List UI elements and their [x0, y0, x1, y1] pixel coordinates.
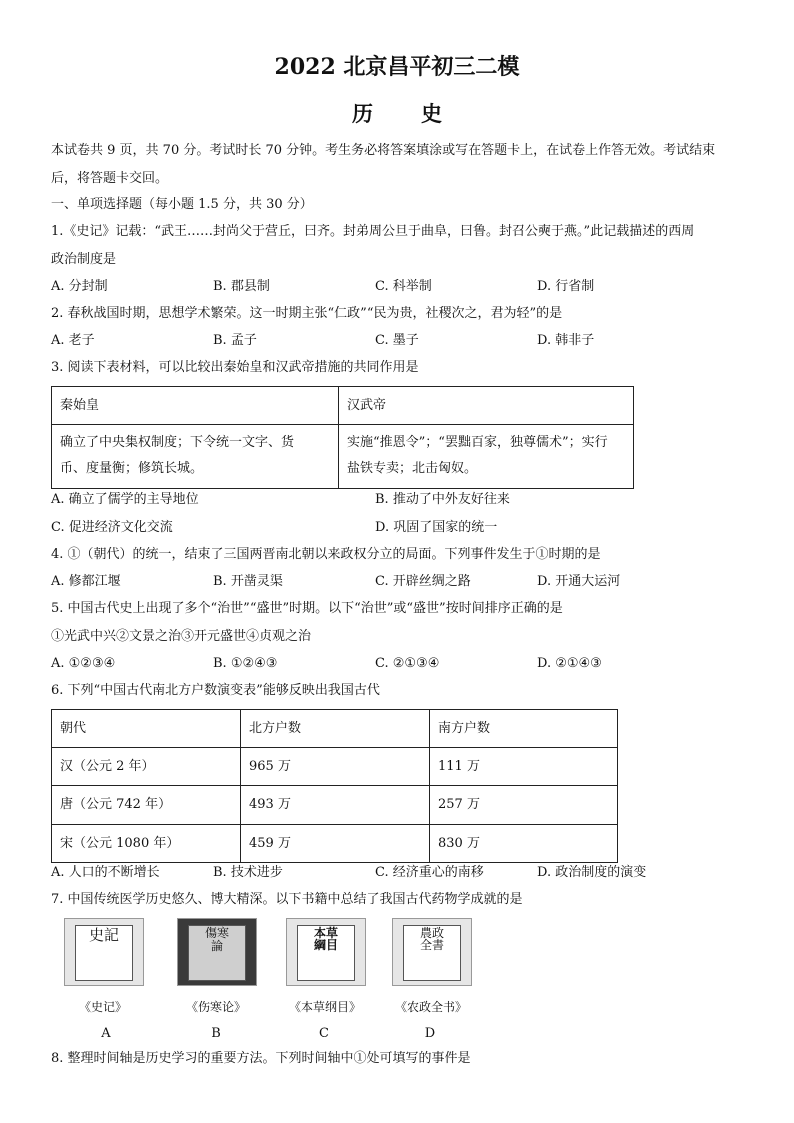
q3-option-c: C. 促进经济文化交流	[51, 520, 173, 535]
q3-header-han: 汉武帝	[339, 387, 634, 425]
q3-cell-qin-line-2: 币、度量衡；修筑长城。	[60, 461, 204, 476]
book-caption-a: 《史记》	[78, 1000, 127, 1014]
book-cover-nongzheng	[392, 918, 472, 986]
q5-option-c: C. ②①③④	[375, 656, 440, 671]
q6-stem: 6. 下列“中国古代南北方户数演变表”能够反映出我国古代	[51, 683, 380, 698]
q4-stem: 4. ①（朝代）的统一，结束了三国两晋南北朝以来政权分立的局面。下列事件发生于①时期的是	[51, 547, 601, 562]
q2-stem: 2. 春秋战国时期，思想学术繁荣。这一时期主张“仁政”“民为贵，社稷次之，君为轻”的是	[51, 306, 563, 321]
q5-sub: ①光武中兴②文景之治③开元盛世④贞观之治	[51, 629, 312, 644]
q6-cell: 唐（公元 742 年）	[52, 786, 241, 825]
q5-option-d: D. ②①④③	[537, 656, 602, 671]
q6-option-d: D. 政治制度的演变	[537, 865, 647, 880]
book-letter-a: A	[101, 1026, 111, 1041]
q2-option-b: B. 孟子	[213, 333, 257, 348]
q1-option-a: A. 分封制	[51, 279, 108, 294]
book-cover-shanghanlun	[177, 918, 257, 986]
q5-option-a: A. ①②③④	[51, 656, 116, 671]
q6-cell: 965 万	[241, 748, 430, 786]
q1-option-d: D. 行省制	[537, 279, 595, 294]
exam-title: 2022 北京昌平初三二模	[274, 54, 520, 80]
q3-stem: 3. 阅读下表材料，可以比较出秦始皇和汉武帝措施的共同作用是	[51, 360, 419, 375]
q3-option-d: D. 巩固了国家的统一	[375, 520, 498, 535]
q8-stem: 8. 整理时间轴是历史学习的重要方法。下列时间轴中①处可填写的事件是	[51, 1051, 471, 1066]
q6-header-dynasty: 朝代	[52, 710, 241, 748]
q2-option-c: C. 墨子	[375, 333, 419, 348]
q6-cell: 257 万	[430, 786, 618, 825]
q5-stem: 5. 中国古代史上出现了多个“治世”“盛世”时期。以下“治世”或“盛世”按时间排序正确的是	[51, 601, 563, 616]
book-letter-b: B	[211, 1026, 221, 1041]
q4-option-a: A. 修都江堰	[51, 574, 121, 589]
q3-cell-han-line-2: 盐铁专卖；北击匈奴。	[347, 461, 478, 476]
q6-cell: 493 万	[241, 786, 430, 825]
q6-cell: 汉（公元 2 年）	[52, 748, 241, 786]
q3-option-b: B. 推动了中外友好往来	[375, 492, 510, 507]
q3-cell-han	[339, 425, 634, 489]
q2-option-a: A. 老子	[51, 333, 95, 348]
q6-cell: 830 万	[430, 825, 618, 863]
q3-header-qin: 秦始皇	[52, 387, 339, 425]
q1-option-c: C. 科举制	[375, 279, 432, 294]
q6-option-a: A. 人口的不断增长	[51, 865, 160, 880]
q3-table	[51, 386, 634, 489]
book-cover-text: 本草綱目	[313, 926, 338, 952]
q4-option-d: D. 开通大运河	[537, 574, 621, 589]
book-cover-shiji	[64, 918, 144, 986]
table-row	[52, 748, 618, 786]
q6-option-b: B. 技术进步	[213, 865, 283, 880]
book-letter-d: D	[424, 1026, 436, 1041]
table-row	[52, 825, 618, 863]
q1-stem-line-1: 1.《史记》记载：“武王……封尚父于营丘，曰齐。封弟周公旦于曲阜，曰鲁。封召公奭于燕。”此记载描述的西周	[51, 224, 695, 239]
q1-option-b: B. 郡县制	[213, 279, 270, 294]
q7-stem: 7. 中国传统医学历史悠久、博大精深。以下书籍中总结了我国古代药物学成就的是	[51, 892, 523, 907]
table-row	[52, 786, 618, 825]
q6-header-south: 南方户数	[430, 710, 618, 748]
q3-cell-han-line-1: 实施“推恩令”；“罢黜百家，独尊儒术”；实行	[347, 435, 608, 450]
q5-option-b: B. ①②④③	[213, 656, 278, 671]
q4-option-c: C. 开辟丝绸之路	[375, 574, 471, 589]
section-heading: 一、单项选择题（每小题 1.5 分，共 30 分）	[51, 197, 313, 212]
q3-cell-qin	[52, 425, 339, 489]
book-cover-text: 史記	[88, 926, 119, 944]
book-caption-c: 《本草纲目》	[288, 1000, 361, 1014]
q4-option-b: B. 开凿灵渠	[213, 574, 283, 589]
q1-stem-line-2: 政治制度是	[51, 252, 117, 267]
q6-option-c: C. 经济重心的南移	[375, 865, 484, 880]
exam-subject: 历史	[352, 101, 490, 126]
book-cover-text: 傷寒論	[204, 926, 229, 953]
q3-option-a: A. 确立了儒学的主导地位	[51, 492, 199, 507]
book-caption-d: 《农政全书》	[394, 1000, 467, 1014]
book-cover-bencao	[286, 918, 366, 986]
book-cover-text: 農政全書	[419, 926, 444, 952]
intro-line-2: 后，将答题卡交回。	[51, 171, 169, 186]
q6-cell: 宋（公元 1080 年）	[52, 825, 241, 863]
q6-table	[51, 709, 618, 863]
q3-cell-qin-line-1: 确立了中央集权制度；下令统一文字、货	[60, 435, 295, 450]
intro-line-1: 本试卷共 9 页，共 70 分。考试时长 70 分钟。考生务必将答案填涂或写在答题卡上，在试卷上作答无效。考试结束	[51, 143, 716, 158]
q6-header-north: 北方户数	[241, 710, 430, 748]
q2-option-d: D. 韩非子	[537, 333, 595, 348]
q6-cell: 459 万	[241, 825, 430, 863]
book-caption-b: 《伤寒论》	[185, 1000, 246, 1014]
q6-cell: 111 万	[430, 748, 618, 786]
book-letter-c: C	[319, 1026, 329, 1041]
